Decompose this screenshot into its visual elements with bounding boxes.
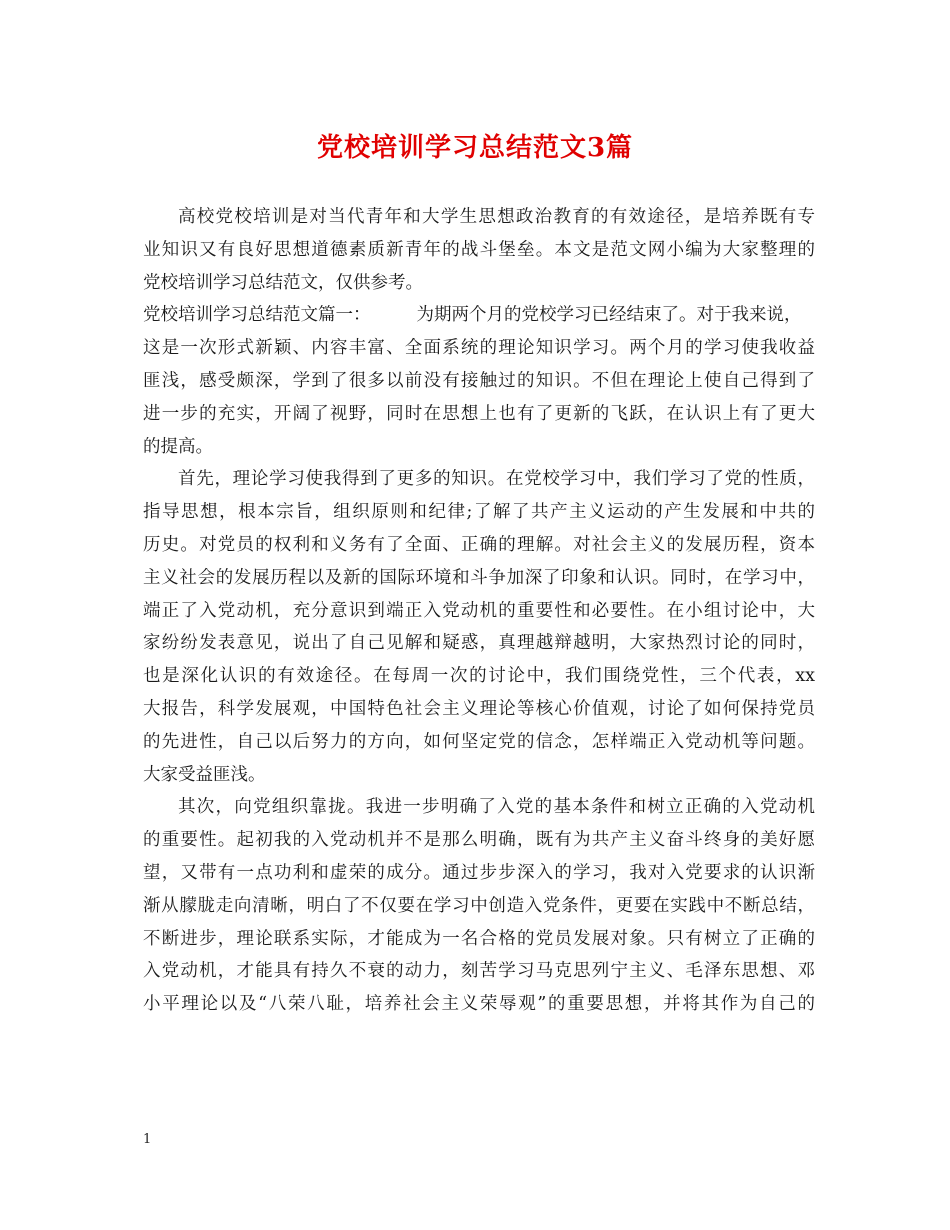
text-line: 大报告，科学发展观，中国特色社会主义理论等核心价值观，讨论了如何保持党员 <box>143 698 815 719</box>
text-line: 历史。对党员的权利和义务有了全面、正确的理解。对社会主义的发展历程，资本 <box>143 534 815 555</box>
text-line: 大家受益匪浅。 <box>143 764 266 785</box>
text-line: 其次，向党组织靠拢。我进一步明确了入党的基本条件和树立正确的入党动机 <box>178 797 815 818</box>
text-line: 小平理论以及“八荣八耻，培养社会主义荣辱观”的重要思想，并将其作为自己的 <box>143 994 815 1015</box>
text-line: 的先进性，自己以后努力的方向，如何坚定党的信念，怎样端正入党动机等问题。 <box>143 731 815 752</box>
section-first-sentence: 为期两个月的党校学习已经结束了。对于我来说， <box>416 305 802 326</box>
document-body <box>143 201 815 1021</box>
text-line: 望，又带有一点功利和虚荣的成分。通过步步深入的学习，我对入党要求的认识渐 <box>143 862 815 883</box>
text-line: 主义社会的发展历程以及新的国际环境和斗争加深了印象和认识。同时，在学习中， <box>143 567 815 588</box>
page-number: 1 <box>143 1132 152 1147</box>
text-line: 指导思想，根本宗旨，组织原则和纪律;了解了共产主义运动的产生发展和中共的 <box>143 502 815 523</box>
text-line-section-heading <box>143 299 815 332</box>
text-line: 首先，理论学习使我得到了更多的知识。在党校学习中，我们学习了党的性质， <box>178 469 815 490</box>
text-line: 高校党校培训是对当代青年和大学生思想政治教育的有效途径，是培养既有专 <box>178 207 815 227</box>
text-line: 端正了入党动机，充分意识到端正入党动机的重要性和必要性。在小组讨论中，大 <box>143 600 815 621</box>
text-line: 进一步的充实，开阔了视野，同时在思想上也有了更新的飞跃，在认识上有了更大 <box>143 403 815 424</box>
text-line: 的提高。 <box>143 436 213 457</box>
text-line: 的重要性。起初我的入党动机并不是那么明确，既有为共产主义奋斗终身的美好愿 <box>143 830 815 851</box>
text-line: 不断进步，理论联系实际，才能成为一名合格的党员发展对象。只有树立了正确的 <box>143 928 815 949</box>
text-line: 这是一次形式新颖、内容丰富、全面系统的理论知识学习。两个月的学习使我收益 <box>143 338 815 359</box>
text-line: 家纷纷发表意见，说出了自己见解和疑惑，真理越辩越明，大家热烈讨论的同时， <box>143 633 815 654</box>
text-line: 也是深化认识的有效途径。在每周一次的讨论中，我们围绕党性，三个代表，xx <box>143 666 815 687</box>
document-title: 党校培训学习总结范文3篇 <box>316 133 634 163</box>
text-line: 入党动机，才能具有持久不衰的动力，刻苦学习马克思列宁主义、毛泽东思想、邓 <box>143 961 815 982</box>
text-line: 党校培训学习总结范文，仅供参考。 <box>143 272 423 293</box>
text-line: 业知识又有良好思想道德素质新青年的战斗堡垒。本文是范文网小编为大家整理的 <box>143 239 815 260</box>
text-line: 渐从朦胧走向清晰，明白了不仅要在学习中创造入党条件，更要在实践中不断总结， <box>143 895 815 916</box>
section-heading: 党校培训学习总结范文篇一： <box>143 305 371 326</box>
text-line: 匪浅，感受颇深，学到了很多以前没有接触过的知识。不但在理论上使自己得到了 <box>143 370 815 391</box>
